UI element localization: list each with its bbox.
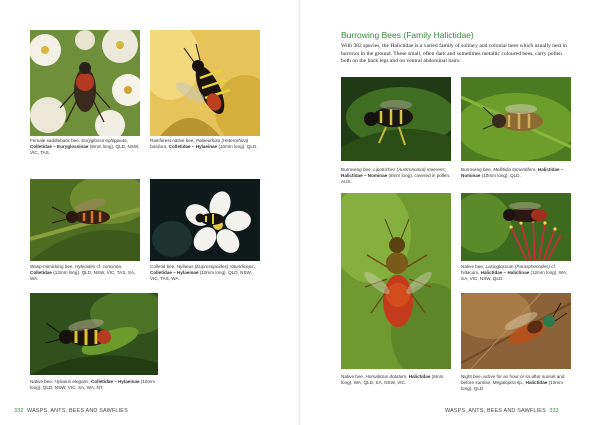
caption-night-bee: Night bee, active for an hour or so after sunset and before sunrise, Megaloptra sp., Halictidae (10mm long). QLD. (461, 374, 565, 391)
caption-colletid-bee: Colletid bee, Hylaeus (Euprosopoides) rotundiceps, Colletidae – Hylaeinae (10mm long). QLD, NSW, VIC, TAS, WA. (150, 264, 255, 281)
section-intro: With 382 species, the Halictidae is a varied family of solitary and colonial bees which usually nest in burrows in the ground. These small, often dark and sometimes metallic coloured bees, carry pollen both on the back legs and on ventral abdominal hairs. (341, 43, 567, 65)
photo-lasioglossum-bee (461, 193, 571, 261)
page-number-left: 332 (14, 408, 24, 414)
caption-mellitidia-bee: Burrowing bee, Mellitidia tomentifera, Halictidae – Nominae (10mm long). QLD. (461, 167, 564, 178)
left-footer (14, 408, 128, 414)
caption-wasp-mimicking-bee: Wasp-mimicking bee, Hyleoides cf. concinna, Colletidae (12mm long). QLD, NSW, VIC, TAS, SA, WA. (30, 264, 136, 281)
section-heading: Burrowing Bees (Family Halictidae) (341, 30, 474, 40)
book-gutter (299, 0, 301, 425)
photo-colletid-bee (150, 179, 260, 261)
photo-night-bee (461, 293, 571, 369)
photo-saddleback-bee (30, 30, 140, 136)
photo-lipotriches-bee (341, 77, 451, 161)
caption-hylaeus-elegans: Native bee, Hylaeus elegans, Colletidae – Hylaeinae (10mm long). QLD, NSW, VIC, SA, WA, NT. (30, 379, 156, 390)
page-number-right: 333 (549, 408, 559, 414)
caption-lasioglossum-bee: Native bee, Lasioglossum (Parasphecodes) cf. hiltacum, Halictidae – Halictinae (12mm long). WA, SA, VIC, NSW, QLD. (461, 264, 568, 281)
photo-wasp-mimicking-bee (30, 179, 140, 261)
photo-hylaeus-elegans (30, 293, 158, 375)
caption-rainforest-bee: Rainforest native bee, Palaeorhiza (Heterorhiza) basilura, Colletidae – Hylaeinae (10mm long). QLD. (150, 138, 258, 149)
photo-rainforest-bee (150, 30, 260, 136)
photo-mellitidia-bee (461, 77, 571, 161)
caption-saddleback-bee: Female saddleback bee, Euryglossa ephippiata, Colletidae – Euryglossinae (8mm long). QLD, NSW, VIC, TAS. (30, 138, 140, 155)
running-head-left: WASPS, ANTS, BEES AND SAWFLIES (27, 408, 128, 414)
right-footer (445, 408, 559, 414)
running-head-right: WASPS, ANTS, BEES AND SAWFLIES (445, 408, 546, 414)
caption-homalictus-bee: Native bee, Homalictus dotatum, Halictidae (6mm long). WA, QLD, SA, NSW, VIC. (341, 374, 444, 385)
photo-homalictus-bee (341, 193, 451, 369)
caption-lipotriches-bee: Burrowing bee, Lipotriches (Austronomia) moerens, Halictidae – Nominae (8mm long), covered in pollen. AUS. (341, 167, 451, 184)
